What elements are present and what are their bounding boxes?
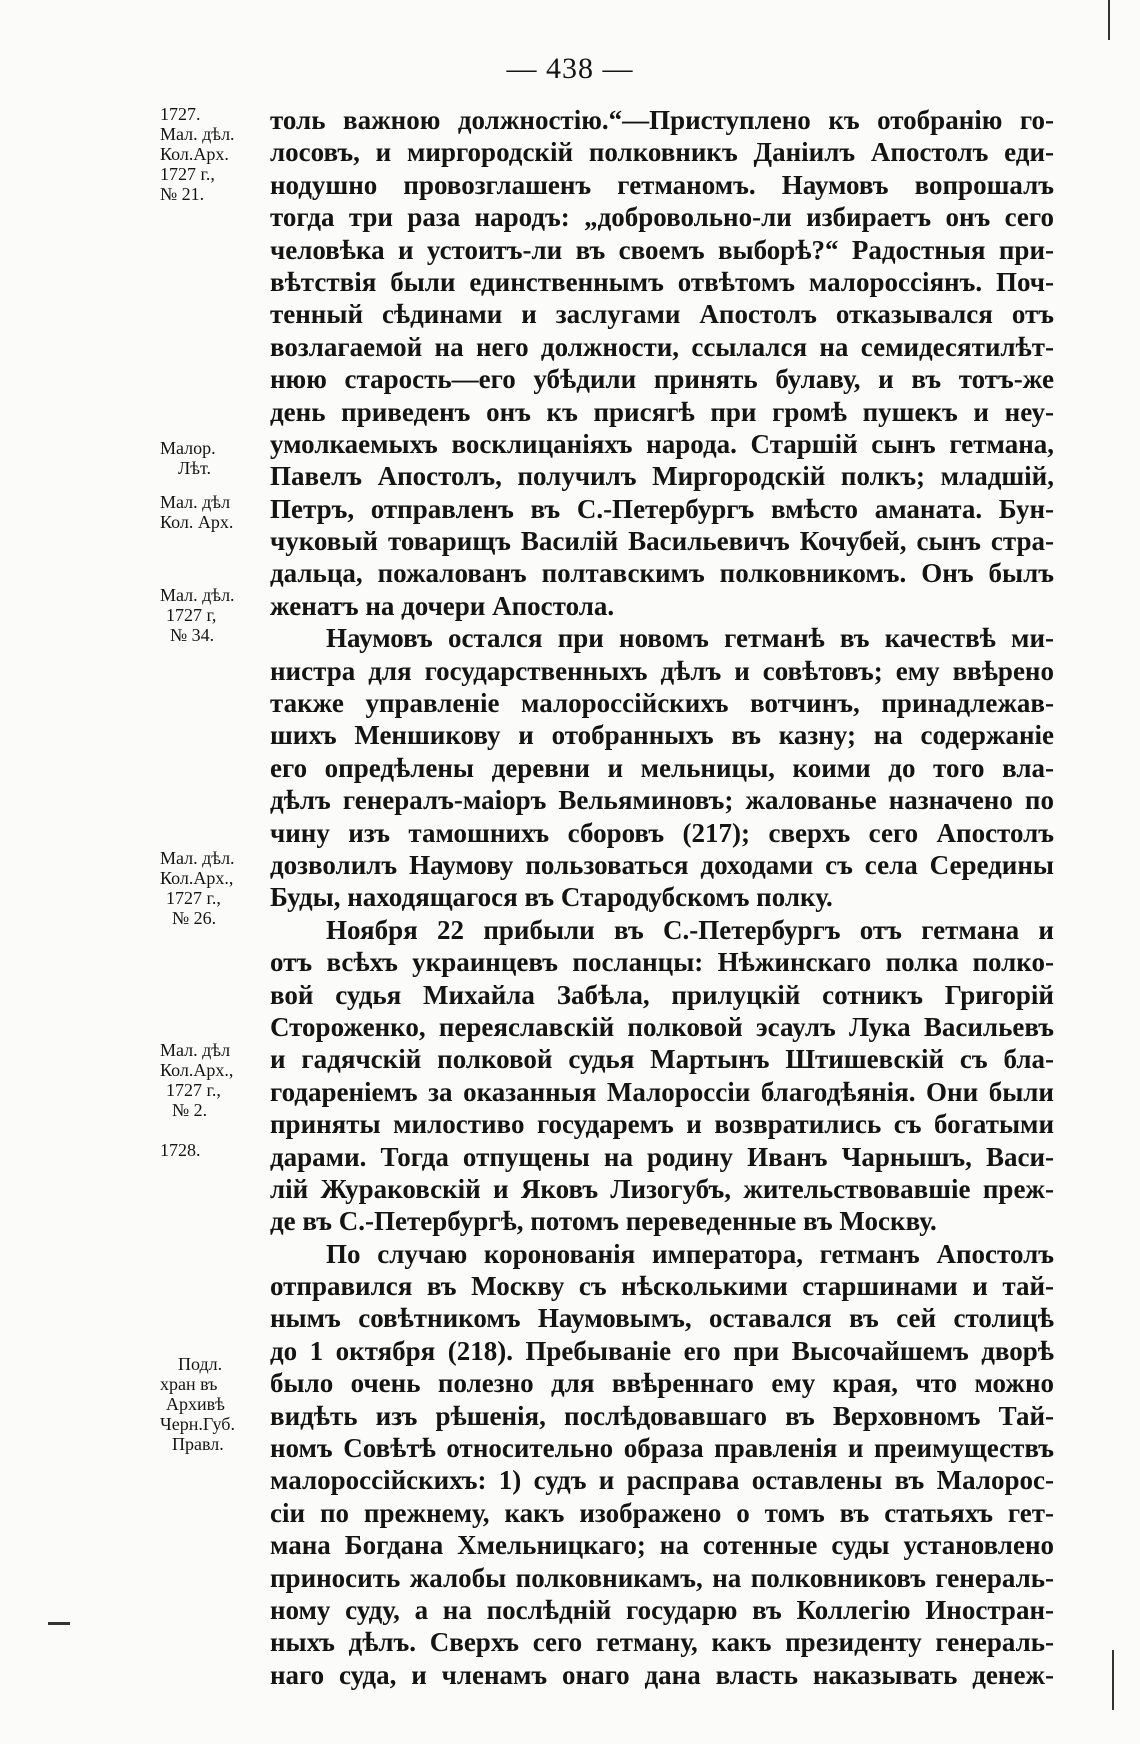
page-number: — 438 — [506,52,634,85]
margin-note-line: 1728. [160,1140,201,1160]
text-line: Павелъ Апостолъ, получилъ Миргородскій полкъ; младшій, [270,461,1054,492]
text-line: нодушно провозглашенъ гетманомъ. Наумовъ вопрошалъ [270,169,1054,200]
margin-note-line: Мал. дѣл [160,492,231,512]
text-line: Петръ, отправленъ въ С.-Петербургъ вмѣсто аманата. Бун- [270,493,1054,524]
text-line: приносить жалобы полковникамъ, на полковниковъ генераль- [270,1562,1054,1593]
text-line: де въ С.-Петербургѣ, потомъ переведенные въ Москву. [270,1206,937,1237]
text-line: день приведенъ онъ къ присягѣ при громѣ пушекъ и неу- [270,396,1054,427]
text-line: ныхъ дѣлъ. Сверхъ сего гетману, какъ президенту генераль- [270,1627,1054,1658]
text-line: приняты милостиво государемъ и возвратились съ богатыми [270,1109,1054,1140]
text-line: дѣлъ генералъ-маіоръ Вельяминовъ; жалованье назначено по [270,785,1054,816]
margin-note-line: 1727 г, [166,605,217,625]
margin-note-line: Мал. дѣл. [160,124,235,144]
margin-note-line: № 34. [170,625,215,645]
margin-note [160,1140,270,1160]
margin-note-line: Мал. дѣл. [160,585,235,605]
margin-note-line: Кол.Арх. [160,144,229,164]
text-line: дарами. Тогда отпущены на родину Иванъ Чарнышъ, Васи- [270,1141,1054,1172]
text-line: тогда три раза народъ: „добровольно-ли избираетъ онъ сего [270,202,1054,233]
text-line: наго суда, и членамъ онаго дана власть наказывать денеж- [270,1659,1054,1690]
text-line: человѣка и устоитъ-ли въ своемъ выборѣ?“ Радостныя при- [270,234,1054,265]
text-line: лій Жураковскій и Яковъ Лизогубъ, жительствовавшіе преж- [270,1173,1054,1204]
body-text [270,104,1054,1691]
text-line: нистра для государственныхъ дѣлъ и совѣтовъ; ему ввѣрено [270,655,1054,686]
text-line: Буды, находящагося въ Стародубскомъ полку. [270,882,833,913]
margin-note-line: 1727. [160,104,201,124]
text-line: видѣть изъ рѣшенія, послѣдовавшаго въ Верховномъ Тай- [270,1400,1054,1431]
text-line: дозволилъ Наумову пользоваться доходами съ села Середины [270,849,1054,880]
text-line: его опредѣлены деревни и мельницы, коими до того вла- [270,752,1054,783]
margin-note-line: хран въ [160,1374,218,1394]
margin-note-line: Кол.Арх., [160,868,234,888]
paragraph-first-line: Ноября 22 прибыли въ С.-Петербургъ отъ гетмана и [326,914,1054,945]
text-line: шихъ Меншикову и отобранныхъ въ казну; на содержаніе [270,720,1054,751]
text-line: ному суду, а на послѣдній государю въ Коллегію Иностран- [270,1594,1054,1625]
text-line: лосовъ, и миргородскій полковникъ Даніилъ Апостолъ еди- [270,137,1054,168]
text-line: до 1 октября (218). Пребываніе его при Высочайшемъ дворѣ [270,1335,1054,1366]
text-line: номъ Совѣтѣ относительно образа правленія и преимуществъ [270,1433,1054,1464]
text-line: было очень полезно для ввѣреннаго ему края, что можно [270,1368,1054,1399]
paragraph-first-line: Наумовъ остался при новомъ гетманѣ въ качествѣ ми- [326,623,1054,654]
text-line: нюю старость—его убѣдили принять булаву, и въ тотъ-же [270,364,1054,395]
text-line: сіи по прежнему, какъ изображено о томъ въ статьяхъ гет- [270,1497,1054,1528]
margin-note [160,1354,270,1454]
text-line: нымъ совѣтникомъ Наумовымъ, оставался въ сей столицѣ [270,1303,1054,1334]
text-line: дальца, пожалованъ полтавскимъ полковникомъ. Онъ былъ [270,558,1054,589]
text-line: возлагаемой на него должности, ссылался на семидесятилѣт- [270,331,1054,362]
margin-note-line: Правл. [172,1434,224,1454]
text-line: умолкаемыхъ восклицаніяхъ народа. Старшій сынъ гетмана, [270,428,1054,459]
scan-artifact-mark [48,1622,70,1625]
margin-note-line: Мал. дѣл [160,1040,231,1060]
margin-note-line: Лѣт. [178,458,211,478]
margin-note-line: Малор. [160,438,216,458]
margin-note-line: № 21. [160,184,205,204]
scan-artifact-mark [1108,0,1110,40]
text-line: толь важною должностію.“—Приступлено къ отобранію го- [270,105,1054,135]
text-line: и гадячскій полковой судья Мартынъ Штишевскій съ бла- [270,1044,1054,1075]
margin-note [160,585,270,645]
text-line: вѣтствія были единственнымъ отвѣтомъ малороссіянъ. Поч- [270,266,1054,297]
margin-note [160,438,270,478]
text-line: женатъ на дочери Апостола. [270,590,615,621]
text-line: чину изъ тамошнихъ сборовъ (217); сверхъ сего Апостолъ [270,817,1054,848]
text-line: вой судья Михайла Забѣла, прилуцкій сотникъ Григорій [270,979,1054,1010]
text-line: отъ всѣхъ украинцевъ посланцы: Нѣжинскаго полка полко- [270,947,1054,978]
margin-note [160,492,270,532]
margin-note-line: 1727 г., [166,888,221,908]
margin-note-line: 1727 г., [160,164,215,184]
paragraph-first-line: По случаю коронованія императора, гетманъ Апостолъ [326,1238,1054,1269]
margin-note-line: № 2. [172,1100,208,1120]
margin-note-line: Кол. Арх. [160,512,234,532]
margin-note [160,1040,270,1120]
text-line: малороссійскихъ: 1) судъ и расправа оставлены въ Малорос- [270,1465,1054,1496]
text-line: чуковый товарищъ Василій Васильевичъ Кочубей, сынъ стра- [270,526,1054,557]
margin-note [160,104,270,204]
margin-note-line: Архивѣ [166,1394,225,1414]
text-line: мана Богдана Хмельницкаго; на сотенные суды установлено [270,1530,1054,1561]
margin-note-line: Черн.Губ. [160,1414,235,1434]
text-line: отправился въ Москву съ нѣсколькими старшинами и тай- [270,1271,1054,1302]
text-line: также управленіе малороссійскихъ вотчинъ, принадлежав- [270,688,1054,719]
margin-note-line: № 26. [172,908,217,928]
text-line: тенный сѣдинами и заслугами Апостолъ отказывался отъ [270,299,1054,330]
margin-note [160,848,270,928]
margin-note-line: Мал. дѣл. [160,848,235,868]
margin-note-line: 1727 г., [166,1080,221,1100]
text-line: годареніемъ за оказанныя Малороссіи благодѣянія. Они были [270,1076,1054,1107]
text-line: Стороженко, переяславскій полковой эсаулъ Лука Васильевъ [270,1011,1054,1042]
scan-artifact-mark [1112,1650,1114,1710]
margin-note-line: Подл. [178,1354,223,1374]
margin-note-line: Кол.Арх., [160,1060,234,1080]
